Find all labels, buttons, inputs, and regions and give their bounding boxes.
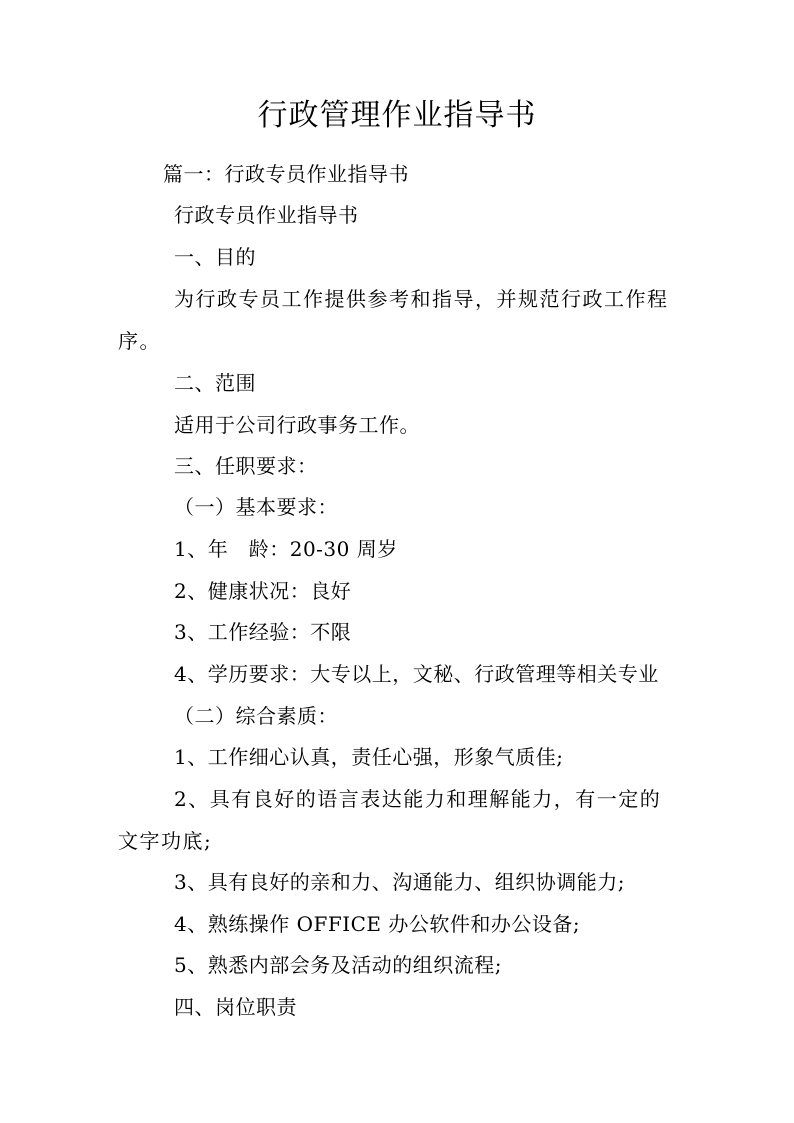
heading-requirements: 三、任职要求： xyxy=(174,454,318,478)
list-item: 5、熟悉内部会务及活动的组织流程; xyxy=(174,953,502,977)
document-title: 行政管理作业指导书 xyxy=(257,98,537,133)
list-item: 3、工作经验：不限 xyxy=(174,620,352,644)
heading-duties: 四、岗位职责 xyxy=(174,995,297,1019)
subheading-qualities: （二）综合素质： xyxy=(174,704,338,728)
list-item: 4、熟练操作 OFFICE 办公软件和办公设备; xyxy=(174,912,581,936)
list-item: 2、具有良好的语言表达能力和理解能力，有一定的文字功底; xyxy=(118,787,662,853)
heading-scope: 二、范围 xyxy=(174,371,256,395)
list-item: 2、健康状况：良好 xyxy=(174,579,352,603)
list-item: 4、学历要求：大专以上，文秘、行政管理等相关专业 xyxy=(174,662,659,686)
subheading-basic: （一）基本要求： xyxy=(174,495,338,519)
list-item: 3、具有良好的亲和力、沟通能力、组织协调能力; xyxy=(174,870,625,894)
heading-purpose: 一、目的 xyxy=(174,245,256,269)
paragraph-purpose: 为行政专员工作提供参考和指导，并规范行政工作程序。 xyxy=(118,287,669,353)
list-item: 1、年 龄：20-30 周岁 xyxy=(174,537,398,561)
section-heading-part1: 篇一：行政专员作业指导书 xyxy=(163,162,409,186)
list-item: 1、工作细心认真，责任心强，形象气质佳; xyxy=(174,745,564,769)
subtitle: 行政专员作业指导书 xyxy=(174,203,359,227)
paragraph-scope: 适用于公司行政事务工作。 xyxy=(174,413,420,437)
